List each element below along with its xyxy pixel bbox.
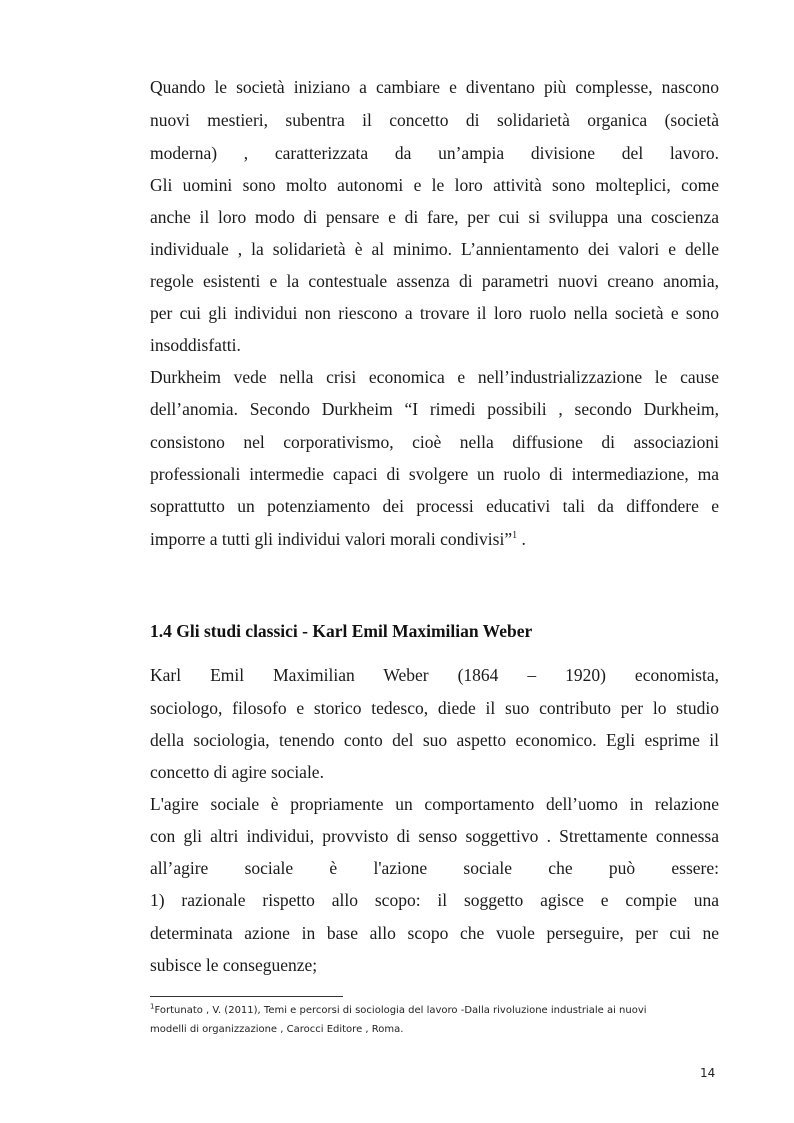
footnote-line: modelli di organizzazione , Carocci Editore , Roma. (150, 1024, 404, 1035)
paragraph-line: nuovi mestieri, subentra il concetto di solidarietà organica (società (150, 110, 719, 130)
paragraph-text: imporre a tutti gli individui valori morali condivisi” (150, 529, 513, 549)
paragraph-line: Karl Emil Maximilian Weber (1864 – 1920) economista, (150, 665, 719, 685)
paragraph-line: concetto di agire sociale. (150, 762, 324, 782)
paragraph-line: con gli altri individui, provvisto di senso soggettivo . Strettamente connessa (150, 826, 719, 846)
page-number: 14 (700, 1066, 716, 1080)
paragraph-line: moderna) , caratterizzata da un’ampia divisione del lavoro. (150, 143, 719, 163)
paragraph-end: . (517, 529, 526, 549)
paragraph-line: per cui gli individui non riescono a trovare il loro ruolo nella società e sono (150, 303, 719, 323)
footnote-text: Fortunato , V. (2011), Temi e percorsi di sociologia del lavoro -Dalla rivoluzione industriale ai nuovi (154, 1005, 647, 1016)
paragraph-line: professionali intermedie capaci di svolgere un ruolo di intermediazione, ma (150, 464, 719, 484)
paragraph-line: individuale , la solidarietà è al minimo. L’annientamento dei valori e delle (150, 239, 719, 259)
paragraph-line: dell’anomia. Secondo Durkheim “I rimedi possibili , secondo Durkheim, (150, 399, 719, 419)
paragraph-line: subisce le conseguenze; (150, 955, 318, 975)
paragraph-line: all’agire sociale è l'azione sociale che può essere: (150, 858, 719, 878)
paragraph-line: soprattutto un potenziamento dei processi educativi tali da diffondere e (150, 496, 719, 516)
paragraph-line: della sociologia, tenendo conto del suo aspetto economico. Egli esprime il (150, 730, 719, 750)
paragraph-line: insoddisfatti. (150, 335, 241, 355)
paragraph-line: Quando le società iniziano a cambiare e diventano più complesse, nascono (150, 77, 719, 97)
footnote-reference[interactable]: 1 (512, 530, 518, 542)
paragraph-line: Durkheim vede nella crisi economica e nell’industrializzazione le cause (150, 367, 719, 387)
section-heading: 1.4 Gli studi classici - Karl Emil Maximilian Weber (150, 621, 533, 641)
footnote-separator (150, 996, 343, 997)
footnote-number: 1 (150, 1002, 155, 1011)
paragraph-line: consistono nel corporativismo, cioè nella diffusione di associazioni (150, 432, 719, 452)
paragraph-line: L'agire sociale è propriamente un comportamento dell’uomo in relazione (150, 794, 719, 814)
paragraph-line: regole esistenti e la contestuale assenza di parametri nuovi creano anomia, (150, 271, 719, 291)
paragraph-line: sociologo, filosofo e storico tedesco, diede il suo contributo per lo studio (150, 698, 719, 718)
footnote-line (150, 1004, 647, 1018)
paragraph-line: 1) razionale rispetto allo scopo: il soggetto agisce e compie una (150, 890, 719, 910)
paragraph-line: Gli uomini sono molto autonomi e le loro attività sono molteplici, come (150, 175, 719, 195)
paragraph-line: anche il loro modo di pensare e di fare, per cui si sviluppa una coscienza (150, 207, 719, 227)
paragraph-line: determinata azione in base allo scopo che vuole perseguire, per cui ne (150, 923, 719, 943)
paragraph-last-line (150, 528, 719, 550)
